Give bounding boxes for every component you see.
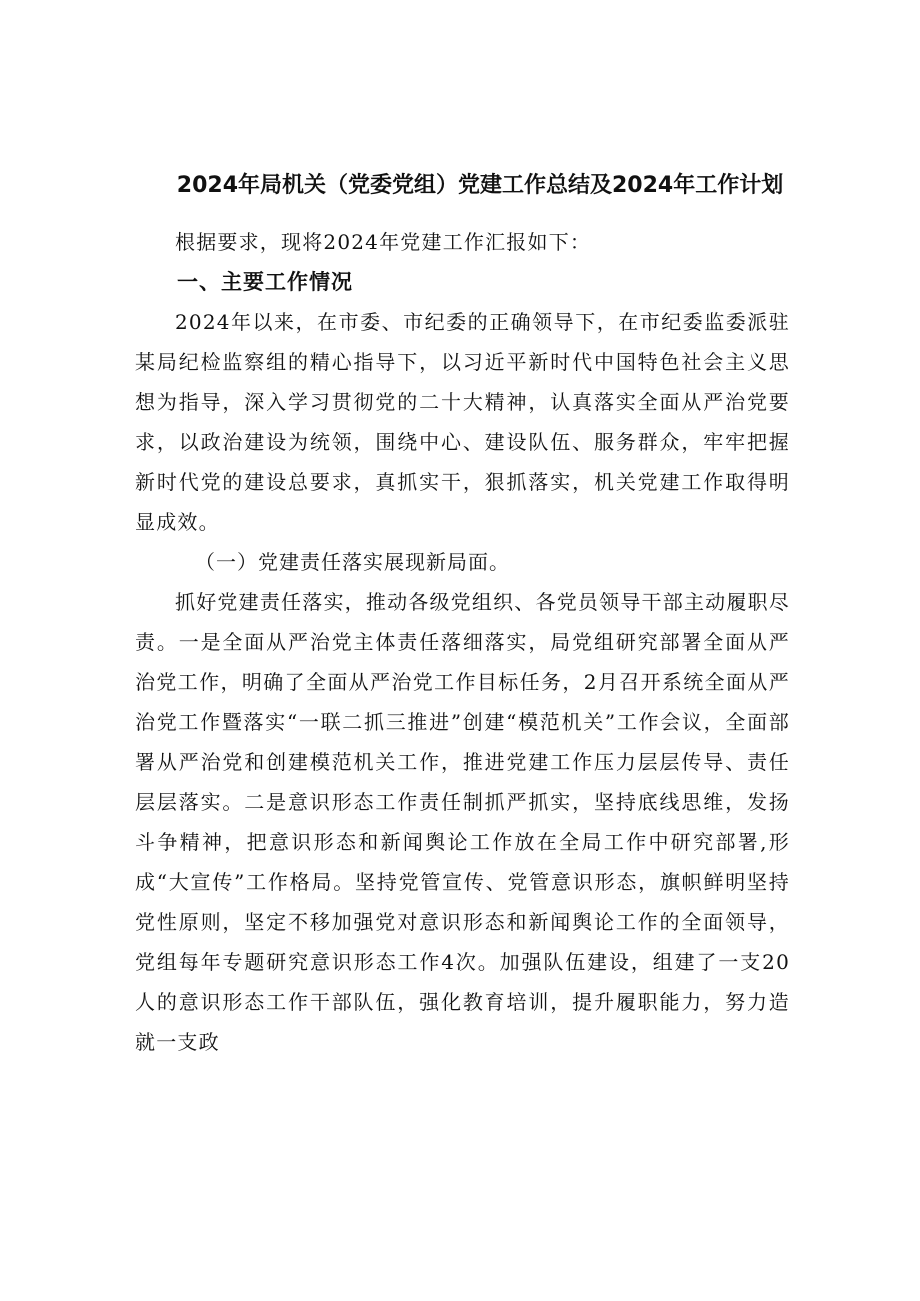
section-heading-main-work: 一、主要工作情况	[177, 270, 353, 294]
document-title: 2024年局机关（党委党组）党建工作总结及2024年工作计划	[176, 173, 784, 198]
subsection-heading-responsibility: （一）党建责任落实展现新局面。	[195, 550, 510, 574]
subsection-paragraph-responsibility: 抓好党建责任落实，推动各级党组织、各党员领导干部主动履职尽责。一是全面从严治党主体责任落细落实，局党组研究部署全面从严治党工作，明确了全面从严治党工作目标任务，2月召开系统全面从严治党工作暨落实“一联二抓三推进”创建“模范机关”工作会议，全面部署从严治党和创建模范机关工作，推进党建工作压力层层传导、责任层层落实。二是意识形态工作责任制抓严抓实，坚持底线思维，发扬斗争精神，把意识形态和新闻舆论工作放在全局工作中研究部署,形成“大宣传”工作格局。坚持党管宣传、党管意识形态，旗帜鲜明坚持党性原则，坚定不移加强党对意识形态和新闻舆论工作的全面领导，党组每年专题研究意识形态工作4次。加强队伍建设，组建了一支20人的意识形态工作干部队伍，强化教育培训，提升履职能力，努力造就一支政	[135, 590, 790, 1054]
document-body	[135, 222, 790, 1062]
section-paragraph-overview: 2024年以来，在市委、市纪委的正确领导下，在市纪委监委派驻某局纪检监察组的精心指导下，以习近平新时代中国特色社会主义思想为指导，深入学习贯彻党的二十大精神，认真落实全面从严治党要求，以政治建设为统领，围绕中心、建设队伍、服务群众，牢牢把握新时代党的建设总要求，真抓实干，狠抓落实，机关党建工作取得明显成效。	[135, 310, 790, 534]
intro-paragraph: 根据要求，现将2024年党建工作汇报如下：	[175, 230, 592, 254]
